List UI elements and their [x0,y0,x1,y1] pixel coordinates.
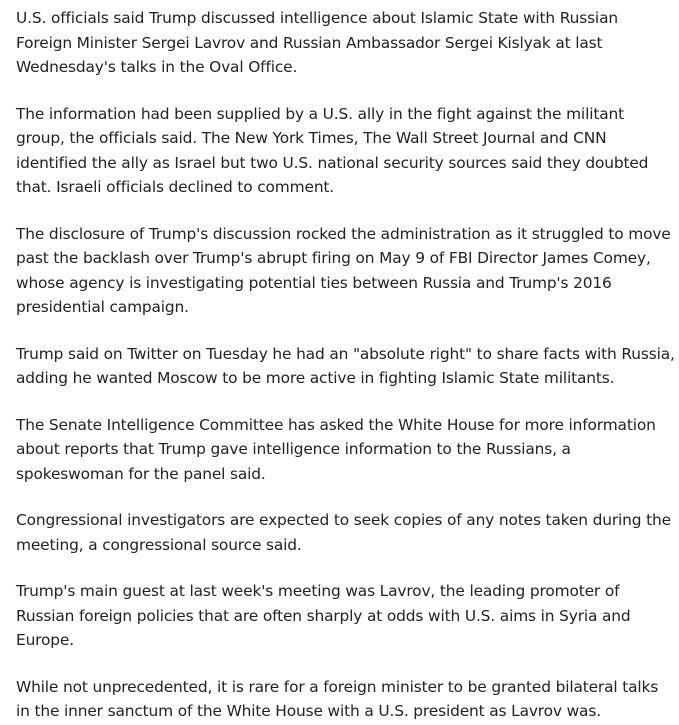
article-paragraph: The Senate Intelligence Committee has asked the White House for more information about reports that Trump gave intelligence information to the Russians, a spokeswoman for the panel said. [16,415,656,483]
article-paragraph: Trump said on Twitter on Tuesday he had an "absolute right" to share facts with Russia, adding he wanted Moscow to be more active in fighting Islamic State militants. [16,344,675,387]
article-paragraph: While not unprecedented, it is rare for a foreign minister to be granted bilateral talks in the inner sanctum of the White House with a U.S. president as Lavrov was. [16,677,659,720]
article-paragraph: Trump's main guest at last week's meeting was Lavrov, the leading promoter of Russian foreign policies that are often sharply at odds with U.S. aims in Syria and Europe. [16,582,631,649]
article-paragraph: The information had been supplied by a U.S. ally in the fight against the militant group, the officials said. The New York Times, The Wall Street Journal and CNN identified the ally as Israel but two U.S. national security sources said they doubted that. Israeli officials declined to comment. [16,104,649,196]
article-paragraph: U.S. officials said Trump discussed intelligence about Islamic State with Russian Foreign Minister Sergei Lavrov and Russian Ambassador Sergei Kislyak at last Wednesday's talks in the Oval Office. [16,9,618,76]
article-body [16,6,676,724]
article-paragraph: Congressional investigators are expected to seek copies of any notes taken during the meeting, a congressional source said. [16,511,671,554]
article-paragraph: The disclosure of Trump's discussion rocked the administration as it struggled to move past the backlash over Trump's abrupt firing on May 9 of FBI Director James Comey, whose agency is investigating potential ties between Russia and Trump's 2016 presidential campaign. [16,224,671,316]
